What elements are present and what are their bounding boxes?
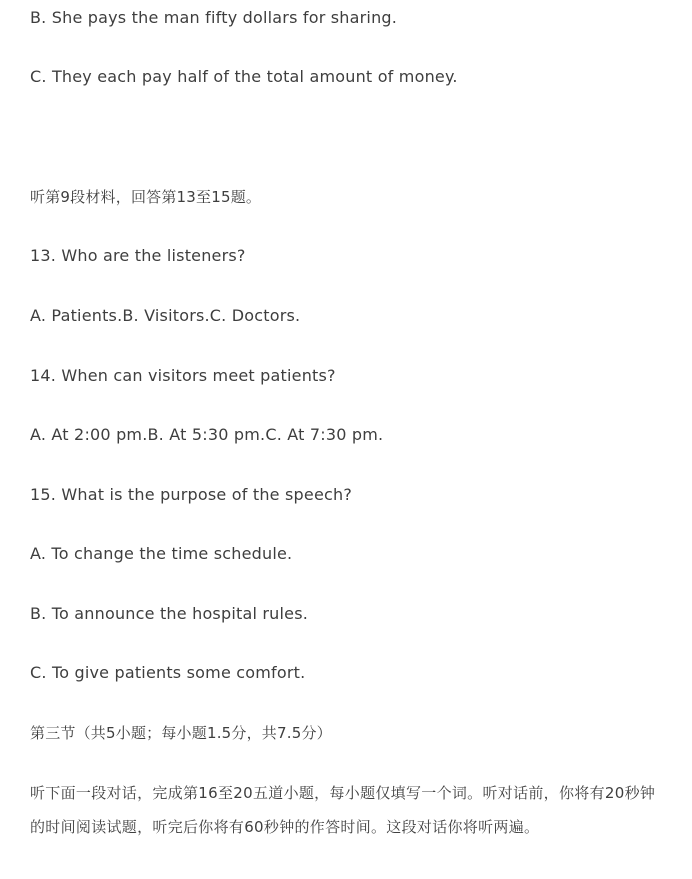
- options-q13: A. Patients.B. Visitors.C. Doctors.: [30, 306, 301, 325]
- question-14: 14. When can visitors meet patients?: [30, 366, 336, 385]
- option-b-q12: B. She pays the man fifty dollars for sharing.: [30, 8, 398, 27]
- question-15: 15. What is the purpose of the speech?: [30, 485, 353, 504]
- option-b-q15: B. To announce the hospital rules.: [30, 604, 309, 623]
- option-c-q15: C. To give patients some comfort.: [30, 663, 306, 682]
- part-three-heading: 第三节（共5小题；每小题1.5分，共7.5分）: [30, 724, 332, 742]
- part-three-instructions: 听下面一段对话，完成第16至20五道小题，每小题仅填写一个词。听对话前，你将有20秒钟的时间阅读试题，听完后你将有60秒钟的作答时间。这段对话你将听两遍。: [30, 784, 656, 836]
- option-a-q15: A. To change the time schedule.: [30, 544, 293, 563]
- option-c-q12: C. They each pay half of the total amount of money.: [30, 67, 458, 86]
- section-heading-material-9: 听第9段材料，回答第13至15题。: [30, 188, 262, 206]
- options-q14: A. At 2:00 pm.B. At 5:30 pm.C. At 7:30 pm.: [30, 425, 384, 444]
- question-13: 13. Who are the listeners?: [30, 246, 246, 265]
